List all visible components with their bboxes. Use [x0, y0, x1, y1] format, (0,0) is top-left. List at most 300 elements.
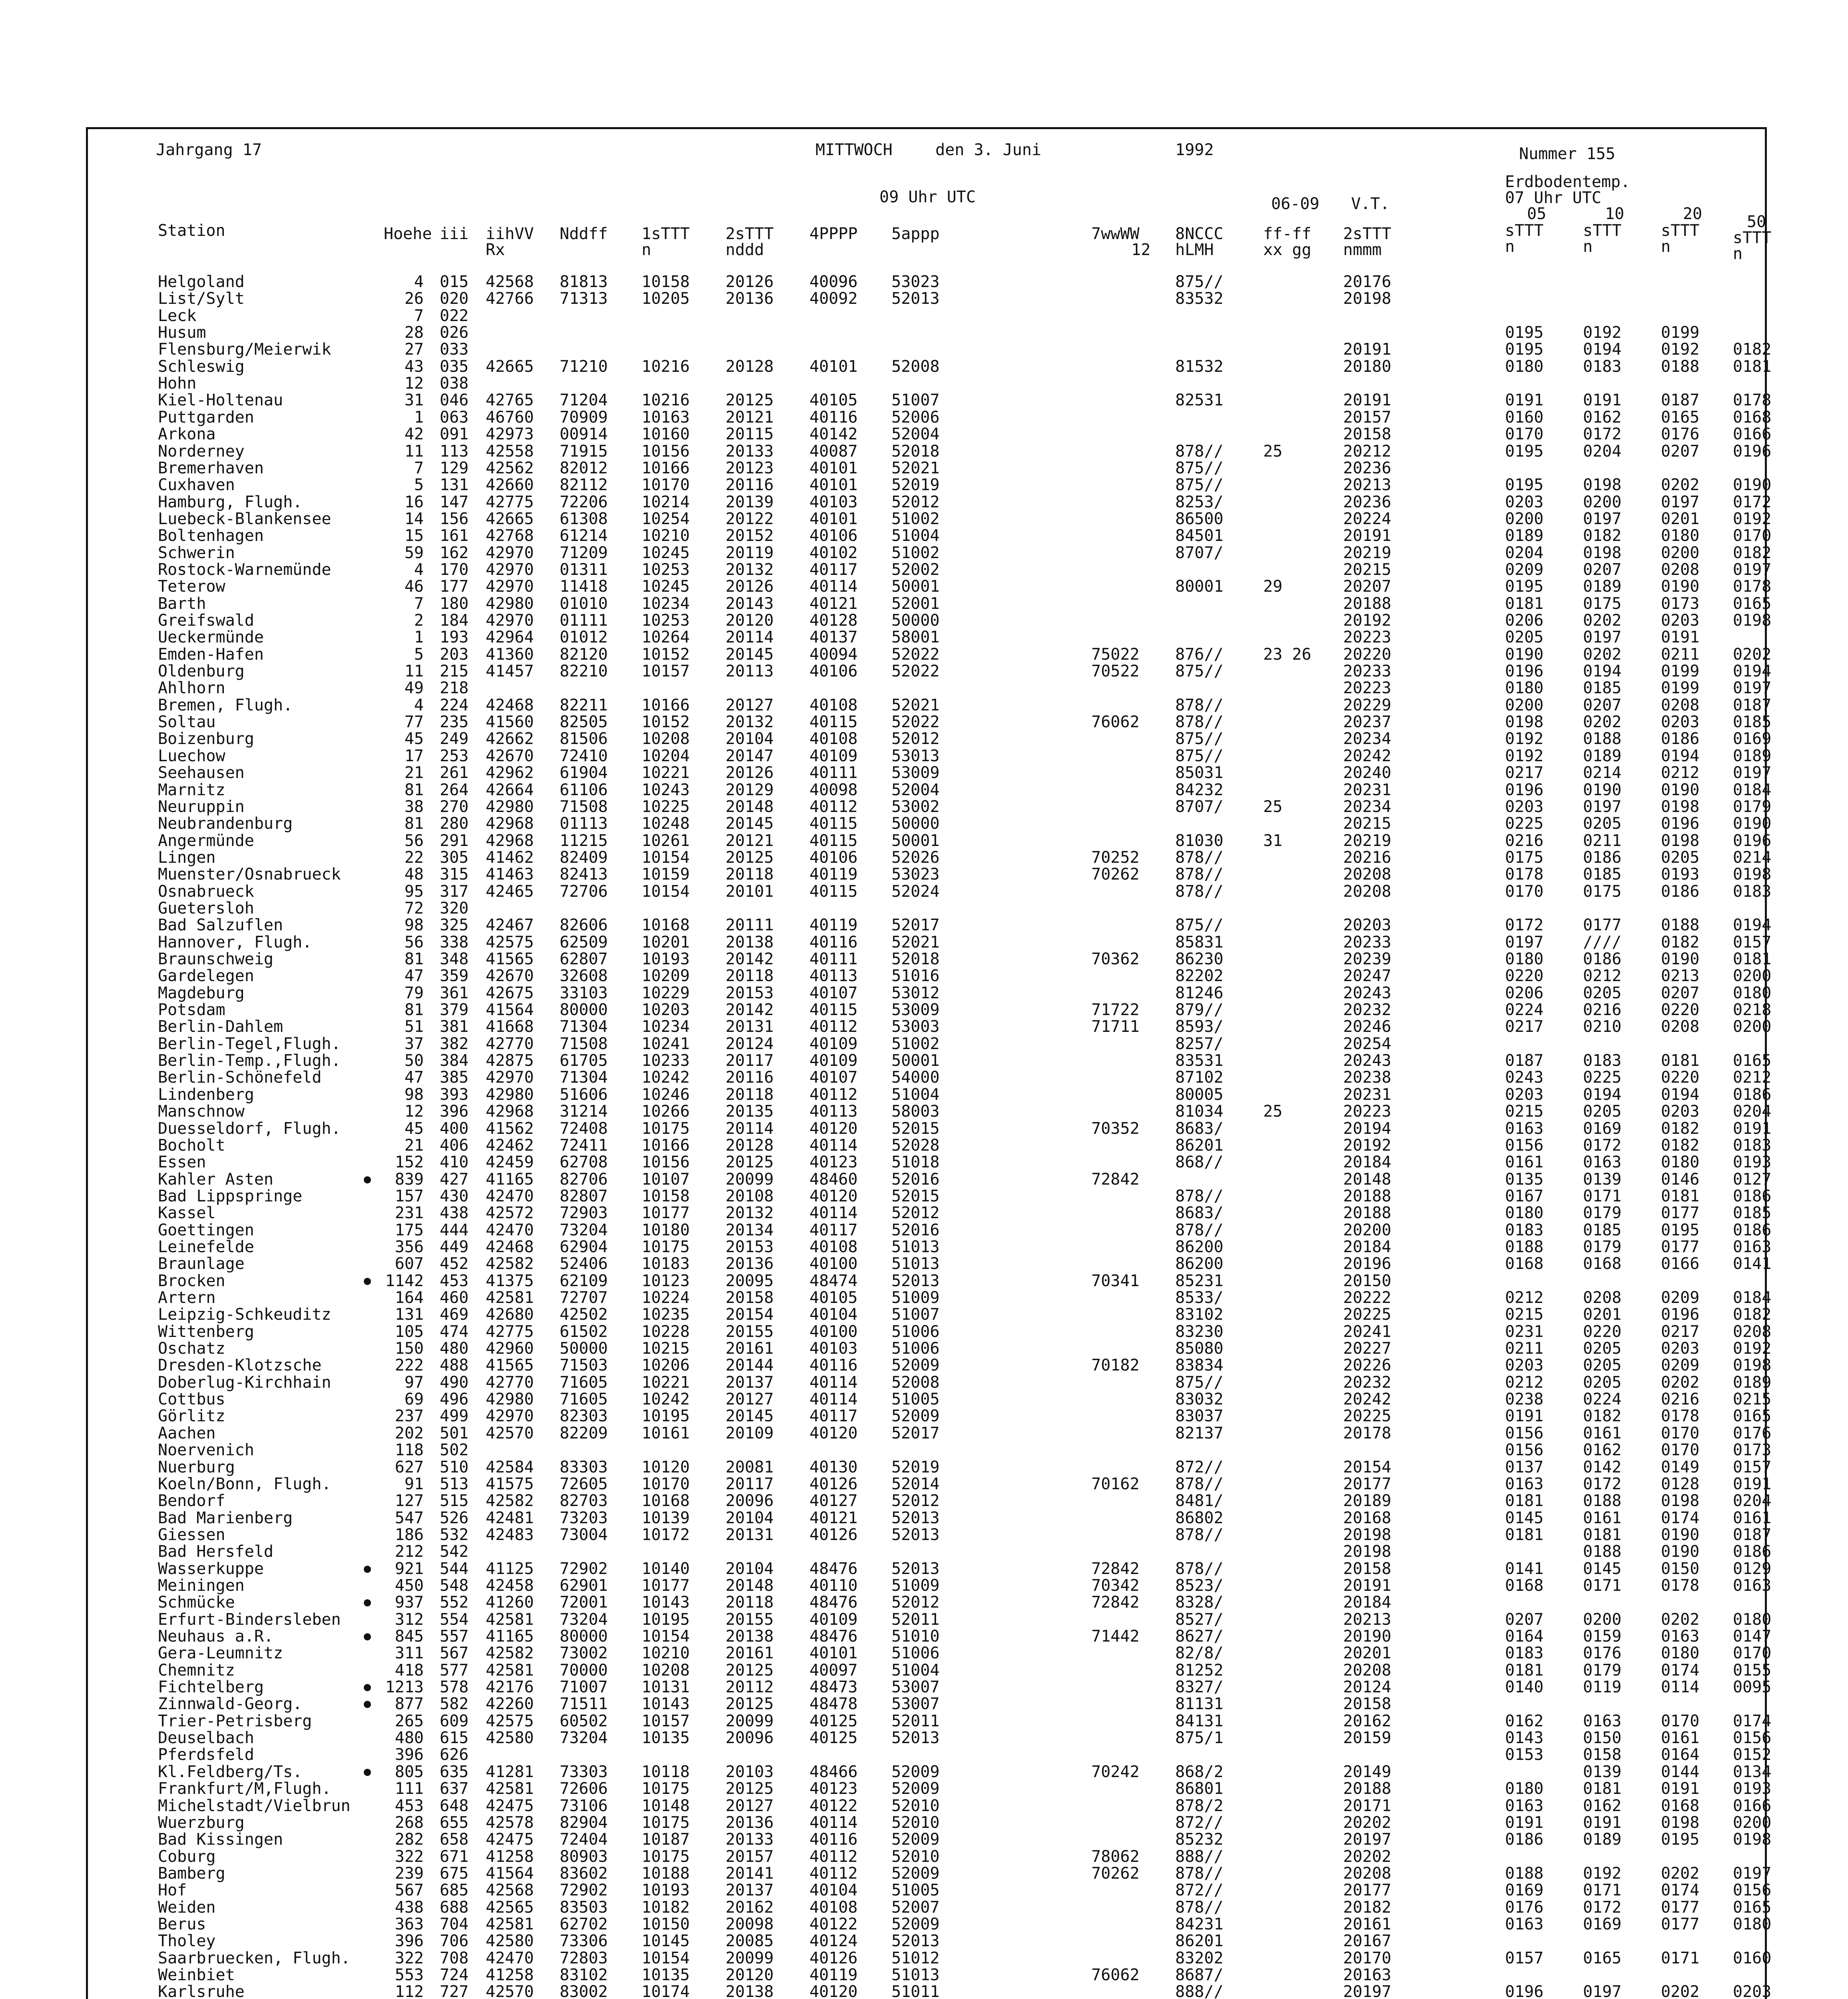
cell-p: 40109 — [809, 1610, 858, 1629]
station-name: Leipzig-Schkeuditz — [158, 1305, 331, 1324]
cell-soil-temp: 0170 — [1661, 1424, 1700, 1442]
cell-soil-temp: 0181 — [1733, 357, 1772, 376]
cell-a: 50001 — [891, 831, 940, 850]
cell-p: 40120 — [809, 1187, 858, 1205]
cell-h: 45 — [404, 1119, 424, 1138]
cell-a: 58003 — [891, 1102, 940, 1121]
cell-t2: 20161 — [726, 1644, 774, 1663]
table-row — [88, 1441, 1772, 1460]
cell-s: 20163 — [1343, 1966, 1391, 1984]
cell-soil-temp: 0161 — [1733, 1508, 1772, 1527]
cell-soil-temp: 0196 — [1505, 780, 1544, 799]
cell-t1: 10148 — [642, 1796, 690, 1815]
cell-p: 40116 — [809, 1830, 858, 1849]
col-e50: sTTT — [1733, 229, 1772, 247]
cell-s: 20176 — [1343, 273, 1391, 291]
cell-soil-temp: 0129 — [1733, 1559, 1772, 1578]
cell-c: 878// — [1175, 442, 1224, 461]
cell-a: 53012 — [891, 984, 940, 1002]
cell-i: 410 — [440, 1153, 469, 1172]
cell-t2: 20134 — [726, 1221, 774, 1239]
cell-soil-temp: 0165 — [1733, 1407, 1772, 1426]
table-row — [88, 1492, 1772, 1510]
cell-soil-temp: 0150 — [1583, 1729, 1622, 1748]
cell-v: 42581 — [486, 1289, 534, 1307]
cell-a: 52021 — [891, 459, 940, 477]
cell-s: 20208 — [1343, 865, 1391, 884]
station-name: Berlin-Temp.,Flugh. — [158, 1051, 341, 1070]
cell-t2: 20153 — [726, 1237, 774, 1256]
cell-h: 5 — [414, 645, 424, 664]
cell-i: 544 — [440, 1559, 469, 1578]
cell-s: 20220 — [1343, 645, 1391, 664]
cell-a: 52009 — [891, 1780, 940, 1798]
cell-a: 52016 — [891, 1221, 940, 1239]
cell-f: 01311 — [560, 560, 608, 579]
cell-h: 937 — [395, 1593, 424, 1612]
cell-w: 70262 — [1091, 865, 1140, 884]
cell-soil-temp: 0182 — [1583, 1407, 1622, 1426]
cell-v: 41258 — [486, 1847, 534, 1866]
cell-h: 98 — [404, 916, 424, 935]
cell-i: 582 — [440, 1695, 469, 1714]
cell-soil-temp: 0168 — [1505, 1255, 1544, 1273]
cell-t1: 10221 — [642, 764, 690, 782]
cell-w: 76062 — [1091, 713, 1140, 732]
cell-c: 8327/ — [1175, 1678, 1224, 1697]
cell-soil-temp: 0200 — [1505, 696, 1544, 714]
cell-s: 20236 — [1343, 459, 1391, 477]
col-e50-sub: n — [1733, 245, 1743, 263]
cell-soil-temp: 0175 — [1583, 882, 1622, 901]
cell-w: 71711 — [1091, 1017, 1140, 1036]
cell-c: 888// — [1175, 1847, 1224, 1866]
cell-t2: 20148 — [726, 1576, 774, 1595]
table-row — [88, 1898, 1772, 1917]
cell-s: 20215 — [1343, 560, 1391, 579]
table-row — [88, 611, 1772, 630]
cell-c: 85080 — [1175, 1339, 1224, 1358]
cell-h: 5 — [414, 476, 424, 495]
station-name: Lindenberg — [158, 1085, 254, 1104]
cell-s: 20229 — [1343, 696, 1391, 714]
cell-soil-temp: 0203 — [1505, 797, 1544, 816]
cell-soil-temp: 0198 — [1661, 831, 1700, 850]
cell-a: 52016 — [891, 1170, 940, 1189]
station-name: Zinnwald-Georg. — [158, 1695, 303, 1714]
cell-h: 14 — [404, 509, 424, 528]
cell-t1: 10123 — [642, 1271, 690, 1290]
cell-t1: 10170 — [642, 476, 690, 495]
cell-s: 20247 — [1343, 967, 1391, 986]
col-iihvv: iihVV — [486, 225, 534, 243]
cell-soil-temp: 0197 — [1583, 1983, 1622, 1999]
col-e20: sTTT — [1661, 221, 1700, 240]
cell-p: 40114 — [809, 1390, 858, 1409]
cell-t2: 20145 — [726, 645, 774, 664]
cell-soil-temp: 0178 — [1505, 865, 1544, 884]
cell-p: 40117 — [809, 1407, 858, 1426]
cell-h: 396 — [395, 1932, 424, 1951]
cell-v: 42980 — [486, 797, 534, 816]
cell-soil-temp: 0171 — [1583, 1187, 1622, 1205]
station-name: Schwerin — [158, 543, 235, 562]
cell-soil-temp: 0174 — [1661, 1661, 1700, 1680]
station-name: Angermünde — [158, 831, 254, 850]
cell-f: 73106 — [560, 1796, 608, 1815]
station-name: Seehausen — [158, 764, 245, 782]
cell-soil-temp: 0157 — [1733, 933, 1772, 952]
cell-c: 85231 — [1175, 1271, 1224, 1290]
cell-soil-temp: 0191 — [1661, 1780, 1700, 1798]
cell-i: 113 — [440, 442, 469, 461]
cell-c: 84231 — [1175, 1915, 1224, 1933]
cell-soil-temp: 0139 — [1583, 1170, 1622, 1189]
cell-soil-temp: 0196 — [1505, 662, 1544, 681]
cell-i: 615 — [440, 1729, 469, 1748]
cell-f: 82303 — [560, 1407, 608, 1426]
cell-soil-temp: 0205 — [1583, 1339, 1622, 1358]
cell-f: 73002 — [560, 1644, 608, 1663]
cell-a: 52015 — [891, 1187, 940, 1205]
cell-p: 40108 — [809, 1237, 858, 1256]
table-row — [88, 814, 1772, 833]
station-name: Schmücke — [158, 1593, 235, 1612]
cell-soil-temp: 0172 — [1505, 916, 1544, 935]
cell-t2: 20129 — [726, 780, 774, 799]
station-name: Emden-Hafen — [158, 645, 264, 664]
cell-p: 48473 — [809, 1678, 858, 1697]
cell-t1: 10175 — [642, 1119, 690, 1138]
cell-v: 42558 — [486, 442, 534, 461]
cell-soil-temp: 0200 — [1733, 967, 1772, 986]
col-e10-sub: n — [1583, 237, 1593, 256]
cell-soil-temp: 0201 — [1661, 509, 1700, 528]
cell-soil-temp: 0182 — [1583, 527, 1622, 545]
cell-a: 53009 — [891, 764, 940, 782]
cell-soil-temp: 0168 — [1661, 1796, 1700, 1815]
cell-i: 557 — [440, 1627, 469, 1646]
cell-soil-temp: 0183 — [1583, 1051, 1622, 1070]
cell-t2: 20085 — [726, 1932, 774, 1951]
station-name: Kl.Feldberg/Ts. — [158, 1762, 303, 1781]
cell-soil-temp: 0180 — [1661, 1644, 1700, 1663]
cell-a: 52017 — [891, 1424, 940, 1442]
cell-soil-temp: 0189 — [1733, 746, 1772, 765]
cell-s: 20227 — [1343, 1339, 1391, 1358]
cell-i: 552 — [440, 1593, 469, 1612]
cell-i: 264 — [440, 780, 469, 799]
station-name: Ahlhorn — [158, 679, 225, 698]
station-name: Bamberg — [158, 1864, 225, 1883]
cell-t1: 10180 — [642, 1221, 690, 1239]
cell-p: 40125 — [809, 1729, 858, 1748]
cell-h: 51 — [404, 1017, 424, 1036]
cell-soil-temp: 0198 — [1661, 1492, 1700, 1510]
cell-soil-temp: 0203 — [1505, 1085, 1544, 1104]
cell-a: 52018 — [891, 950, 940, 968]
cell-c: 8257/ — [1175, 1034, 1224, 1053]
time-09-utc: 09 Uhr UTC — [879, 188, 976, 206]
cell-i: 685 — [440, 1881, 469, 1900]
cell-soil-temp: 0217 — [1661, 1322, 1700, 1341]
cell-f: 72606 — [560, 1780, 608, 1798]
cell-v: 42465 — [486, 882, 534, 901]
cell-c: 8253/ — [1175, 493, 1224, 511]
cell-c: 85031 — [1175, 764, 1224, 782]
cell-t2: 20118 — [726, 1085, 774, 1104]
cell-s: 20184 — [1343, 1237, 1391, 1256]
cell-i: 015 — [440, 273, 469, 291]
cell-c: 83202 — [1175, 1949, 1224, 1967]
cell-h: 239 — [395, 1864, 424, 1883]
cell-h: 322 — [395, 1949, 424, 1967]
station-name: Puttgarden — [158, 408, 254, 427]
cell-t1: 10177 — [642, 1204, 690, 1223]
table-row — [88, 831, 1772, 850]
cell-soil-temp: 0206 — [1505, 984, 1544, 1002]
table-row — [88, 797, 1772, 816]
cell-t2: 20111 — [726, 916, 774, 935]
table-row — [88, 1119, 1772, 1138]
cell-soil-temp: 0164 — [1661, 1746, 1700, 1764]
cell-c: 8533/ — [1175, 1289, 1224, 1307]
cell-soil-temp: 0205 — [1583, 1373, 1622, 1392]
cell-soil-temp: 0165 — [1733, 1898, 1772, 1917]
table-row — [88, 1594, 1765, 1610]
cell-soil-temp: 0182 — [1661, 1136, 1700, 1155]
station-name: Frankfurt/M,Flugh. — [158, 1780, 331, 1798]
cell-f: 71503 — [560, 1356, 608, 1375]
cell-t2: 20120 — [726, 611, 774, 630]
station-name: Giessen — [158, 1525, 225, 1544]
cell-t1: 10154 — [642, 848, 690, 867]
station-name: Helgoland — [158, 273, 245, 291]
cell-i: 460 — [440, 1289, 469, 1307]
cell-s: 20171 — [1343, 1796, 1391, 1815]
cell-f: 33103 — [560, 984, 608, 1002]
cell-w: 70242 — [1091, 1762, 1140, 1781]
cell-soil-temp: 0187 — [1733, 1525, 1772, 1544]
cell-soil-temp: 0175 — [1505, 848, 1544, 867]
cell-soil-temp: 0194 — [1661, 1085, 1700, 1104]
cell-i: 688 — [440, 1898, 469, 1917]
cell-soil-temp: 0197 — [1733, 764, 1772, 782]
cell-soil-temp: 0214 — [1733, 848, 1772, 867]
cell-v: 41360 — [486, 645, 534, 664]
cell-soil-temp: 0207 — [1661, 984, 1700, 1002]
cell-f: 82211 — [560, 696, 608, 714]
table-row — [88, 1644, 1772, 1663]
cell-c: 86201 — [1175, 1932, 1224, 1951]
cell-p: 40126 — [809, 1474, 858, 1493]
cell-f: 82413 — [560, 865, 608, 884]
cell-i: 438 — [440, 1204, 469, 1223]
cell-soil-temp: 0196 — [1733, 831, 1772, 850]
cell-i: 449 — [440, 1237, 469, 1256]
cell-t2: 20081 — [726, 1458, 774, 1476]
cell-w: 70162 — [1091, 1474, 1140, 1493]
cell-t1: 10195 — [642, 1610, 690, 1629]
cell-soil-temp: 0182 — [1661, 1119, 1700, 1138]
cell-h: 480 — [395, 1729, 424, 1748]
cell-a: 51013 — [891, 1237, 940, 1256]
cell-p: 40096 — [809, 273, 858, 291]
cell-h: 453 — [395, 1796, 424, 1815]
cell-a: 53003 — [891, 1017, 940, 1036]
cell-soil-temp: 0203 — [1661, 1339, 1700, 1358]
cell-c: 875// — [1175, 476, 1224, 495]
cell-i: 635 — [440, 1762, 469, 1781]
cell-s: 20177 — [1343, 1474, 1391, 1493]
cell-soil-temp: 0187 — [1661, 391, 1700, 410]
cell-s: 20239 — [1343, 950, 1391, 968]
station-name: Michelstadt/Vielbrun — [158, 1796, 351, 1815]
station-name: Neuruppin — [158, 797, 245, 816]
vt-time: 06-09 — [1271, 195, 1320, 213]
cell-t2: 20125 — [726, 848, 774, 867]
table-row — [88, 1390, 1772, 1409]
station-name: Essen — [158, 1153, 206, 1172]
cell-t2: 20127 — [726, 1390, 774, 1409]
cell-v: 41668 — [486, 1017, 534, 1036]
cell-f: 32608 — [560, 967, 608, 986]
cell-soil-temp: 0195 — [1505, 442, 1544, 461]
cell-soil-temp: 0193 — [1733, 1153, 1772, 1172]
cell-a: 50000 — [891, 611, 940, 630]
cell-soil-temp: 0156 — [1505, 1424, 1544, 1442]
cell-t1: 10152 — [642, 645, 690, 664]
cell-t1: 10175 — [642, 1813, 690, 1832]
cell-t1: 10261 — [642, 831, 690, 850]
cell-soil-temp: 0202 — [1661, 1373, 1700, 1392]
table-row — [88, 764, 1772, 782]
cell-soil-temp: 0181 — [1505, 1525, 1544, 1544]
cell-t1: 10157 — [642, 662, 690, 681]
cell-p: 40116 — [809, 1356, 858, 1375]
cell-a: 52021 — [891, 696, 940, 714]
cell-v: 42970 — [486, 1407, 534, 1426]
cell-h: 56 — [404, 933, 424, 952]
cell-p: 40117 — [809, 1221, 858, 1239]
cell-t1: 10242 — [642, 1068, 690, 1087]
cell-a: 52009 — [891, 1407, 940, 1426]
cell-f: 61705 — [560, 1051, 608, 1070]
cell-t1: 10242 — [642, 1390, 690, 1409]
cell-soil-temp: 0178 — [1733, 391, 1772, 410]
station-name: Artern — [158, 1289, 216, 1307]
cell-p: 48478 — [809, 1695, 858, 1714]
table-row — [88, 1610, 1772, 1629]
station-name: Noervenich — [158, 1441, 254, 1460]
cell-f: 62807 — [560, 950, 608, 968]
cell-soil-temp: 0203 — [1505, 1356, 1544, 1375]
cell-p: 40109 — [809, 1034, 858, 1053]
cell-f: 60502 — [560, 1712, 608, 1730]
depth-10: 10 — [1605, 205, 1625, 223]
cell-soil-temp: 0167 — [1505, 1187, 1544, 1205]
station-name: Meiningen — [158, 1576, 245, 1595]
cell-h: 202 — [395, 1424, 424, 1442]
cell-h: 49 — [404, 679, 424, 698]
cell-p: 40108 — [809, 730, 858, 748]
cell-i: 129 — [440, 459, 469, 477]
cell-v: 42568 — [486, 1881, 534, 1900]
cell-soil-temp: 0182 — [1733, 543, 1772, 562]
cell-i: 325 — [440, 916, 469, 935]
col-8nccc: 8NCCC — [1175, 225, 1224, 243]
cell-t2: 20153 — [726, 984, 774, 1002]
cell-p: 40122 — [809, 1796, 858, 1815]
table-row — [88, 1322, 1772, 1341]
cell-c: 86500 — [1175, 509, 1224, 528]
cell-v: 41565 — [486, 1356, 534, 1375]
cell-soil-temp: 0202 — [1661, 1864, 1700, 1883]
cell-t2: 20099 — [726, 1170, 774, 1189]
station-name: Bad Salzuflen — [158, 916, 283, 935]
cell-soil-temp: 0183 — [1505, 1221, 1544, 1239]
cell-a: 52013 — [891, 1729, 940, 1748]
station-name: Teterow — [158, 577, 225, 596]
cell-t2: 20121 — [726, 408, 774, 427]
cell-soil-temp: 0156 — [1505, 1136, 1544, 1155]
cell-f: 82703 — [560, 1492, 608, 1510]
cell-i: 270 — [440, 797, 469, 816]
cell-soil-temp: 0207 — [1661, 442, 1700, 461]
cell-s: 20232 — [1343, 1373, 1391, 1392]
table-row — [88, 1627, 1772, 1646]
cell-soil-temp: 0156 — [1733, 1881, 1772, 1900]
table-row — [88, 679, 1772, 698]
cell-soil-temp: 0220 — [1661, 1068, 1700, 1087]
cell-s: 20219 — [1343, 831, 1391, 850]
cell-a: 52014 — [891, 1474, 940, 1493]
cell-t2: 20114 — [726, 628, 774, 647]
cell-v: 41565 — [486, 950, 534, 968]
table-row — [88, 645, 1772, 664]
cell-a: 52007 — [891, 1898, 940, 1917]
table-row — [88, 1796, 1772, 1815]
station-name: Berus — [158, 1915, 206, 1933]
cell-a: 52009 — [891, 1864, 940, 1883]
cell-p: 40112 — [809, 1847, 858, 1866]
cell-i: 578 — [440, 1678, 469, 1697]
station-name: Barth — [158, 594, 206, 613]
col-s2ttt: 2sTTT — [1343, 225, 1391, 243]
cell-soil-temp: 0208 — [1733, 1322, 1772, 1341]
cell-soil-temp: 0193 — [1661, 865, 1700, 884]
cell-p: 40097 — [809, 1661, 858, 1680]
cell-soil-temp: 0209 — [1661, 1289, 1700, 1307]
cell-soil-temp: 0169 — [1733, 730, 1772, 748]
cell-s: 20191 — [1343, 527, 1391, 545]
cell-soil-temp: 0182 — [1661, 933, 1700, 952]
cell-c: 84131 — [1175, 1712, 1224, 1730]
cell-t1: 10266 — [642, 1102, 690, 1121]
col-iii: iii — [440, 225, 469, 243]
cell-soil-temp: 0197 — [1505, 933, 1544, 952]
weekday: MITTWOCH — [815, 141, 893, 159]
cell-t2: 20109 — [726, 1424, 774, 1442]
cell-soil-temp: 0197 — [1733, 1864, 1772, 1883]
cell-v: 42660 — [486, 476, 534, 495]
cell-p: 40123 — [809, 1153, 858, 1172]
cell-i: 317 — [440, 882, 469, 901]
cell-h: 231 — [395, 1204, 424, 1223]
cell-soil-temp: 0162 — [1583, 1441, 1622, 1460]
cell-soil-temp: 0165 — [1733, 594, 1772, 613]
cell-a: 52026 — [891, 848, 940, 867]
